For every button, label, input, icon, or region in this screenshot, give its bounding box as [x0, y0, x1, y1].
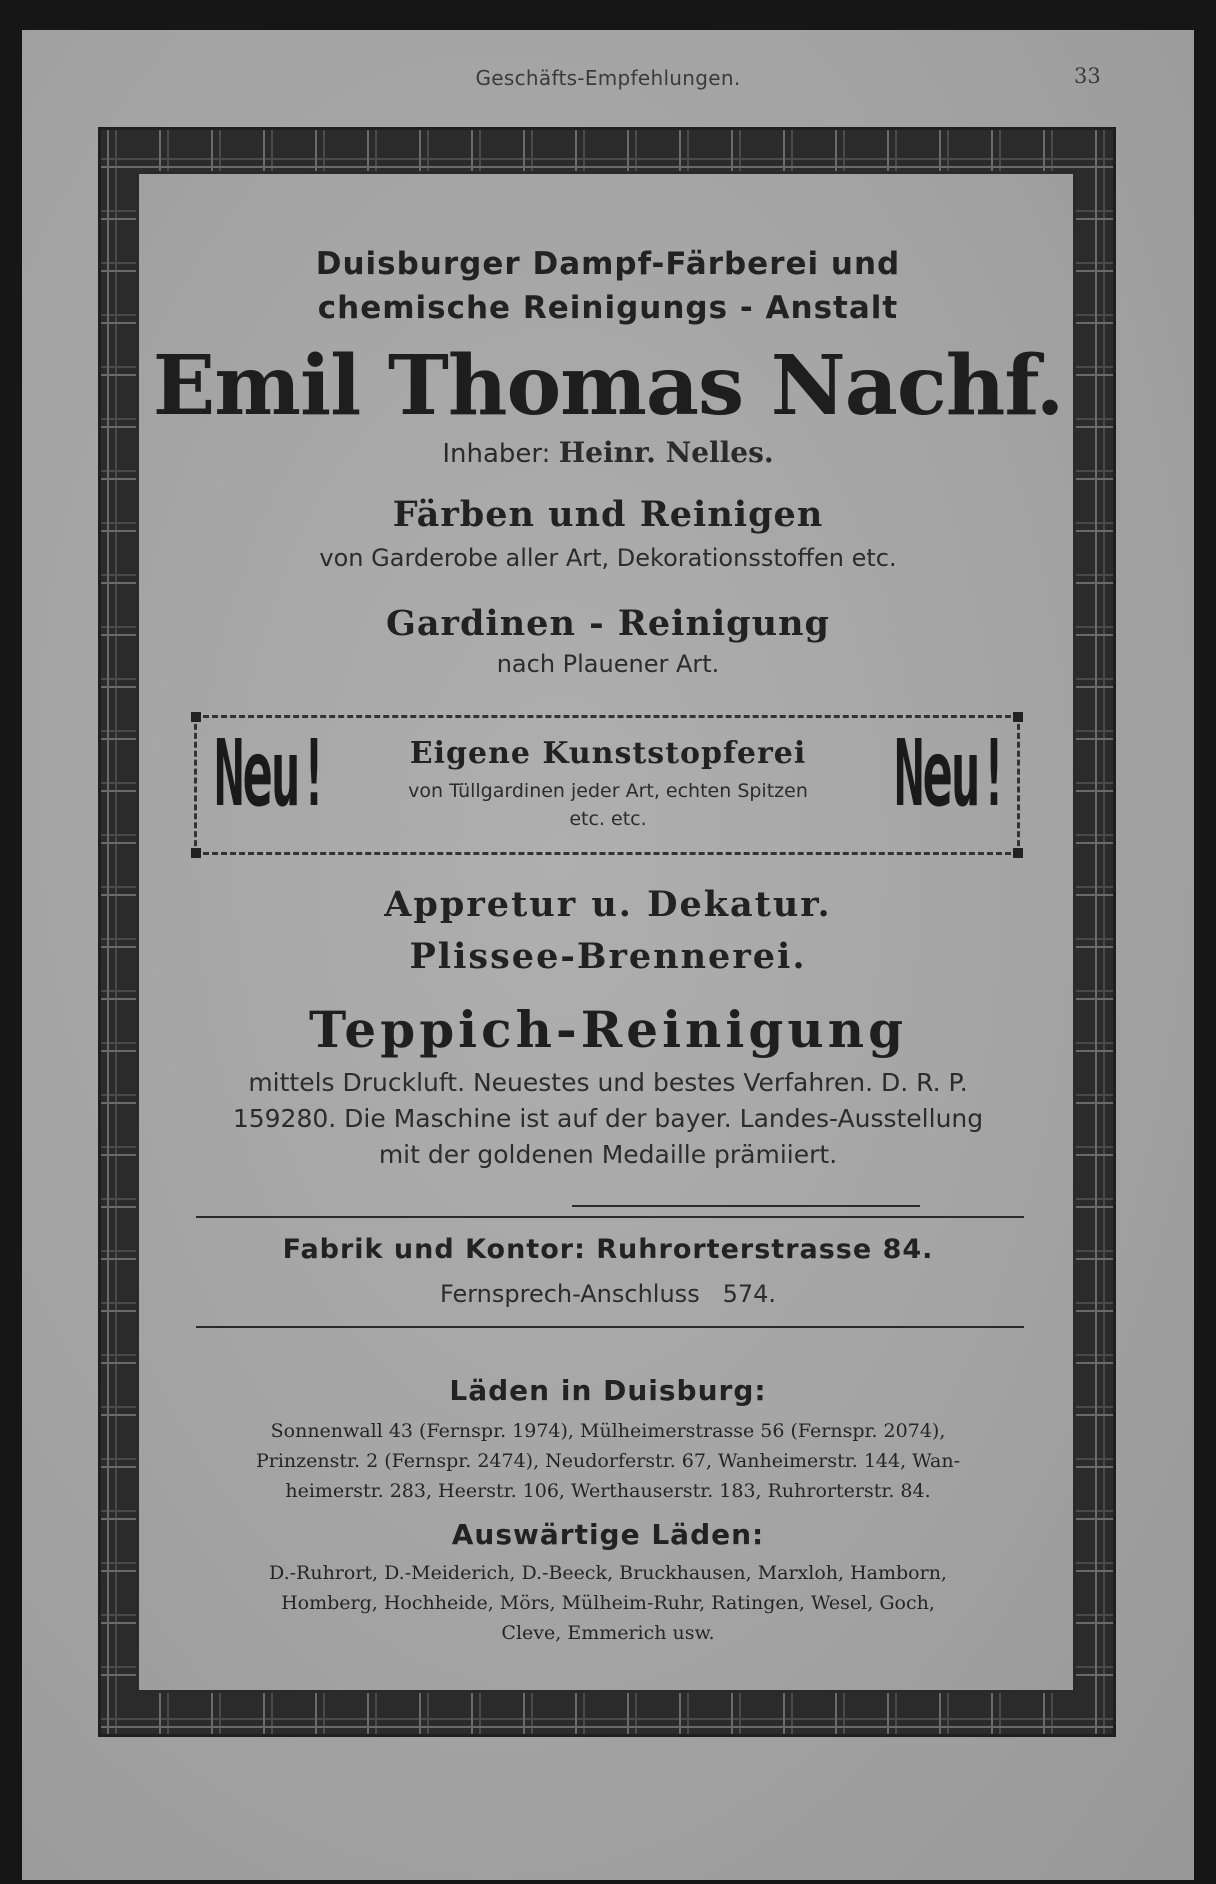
- service-carpet-line-1: mittels Druckluft. Neuestes und bestes Verfahren. D. R. P.: [248, 1068, 968, 1097]
- phone-line: Fernsprech-Anschluss 574.: [439, 1280, 777, 1308]
- owner-label: Inhaber:: [442, 439, 551, 469]
- shops-title: Läden in Duisburg:: [449, 1374, 767, 1407]
- service-dyeing-desc: von Garderobe aller Art, Dekorationsstoffen etc.: [319, 544, 897, 572]
- factory-address: Fabrik und Kontor: Ruhrorterstrasse 84.: [282, 1234, 934, 1265]
- service-carpet-title: Teppich-Reinigung: [308, 1000, 908, 1059]
- divider-short: [572, 1205, 920, 1207]
- box-line-2: etc. etc.: [569, 808, 647, 830]
- company-line-1: Duisburger Dampf-Färberei und: [315, 246, 901, 282]
- owner-line: [0, 436, 1216, 469]
- shops-line-3: heimerstr. 283, Heerstr. 106, Werthauserstr. 183, Ruhrorterstr. 84.: [285, 1480, 931, 1502]
- page-number: 33: [1074, 64, 1101, 88]
- company-line-2: chemische Reinigungs - Anstalt: [317, 290, 899, 326]
- shops-line-2: Prinzenstr. 2 (Fernspr. 2474), Neudorferstr. 67, Wanheimerstr. 144, Wan-: [255, 1450, 961, 1472]
- company-name: Emil Thomas Nachf.: [152, 338, 1064, 434]
- service-curtains-title: Gardinen - Reinigung: [385, 603, 831, 644]
- outside-shops-title: Auswärtige Läden:: [451, 1518, 765, 1551]
- service-carpet-line-3: mit der goldenen Medaille prämiiert.: [378, 1140, 838, 1169]
- divider-long-bottom: [196, 1326, 1024, 1328]
- neu-left-badge: Neu!: [214, 720, 328, 827]
- box-line-1: von Tüllgardinen jeder Art, echten Spitzen: [408, 780, 808, 802]
- owner-name: Heinr. Nelles.: [558, 436, 774, 469]
- divider-long-top: [196, 1216, 1024, 1218]
- running-title: Geschäfts-Empfehlungen.: [475, 66, 741, 90]
- neu-right-badge: Neu!: [894, 720, 1008, 827]
- outside-shops-line-1: D.-Ruhrort, D.-Meiderich, D.-Beeck, Bruckhausen, Marxloh, Hamborn,: [269, 1562, 947, 1584]
- service-curtains-desc: nach Plauener Art.: [496, 650, 720, 678]
- service-dyeing-title: Färben und Reinigen: [392, 494, 824, 535]
- service-carpet-line-2: 159280. Die Maschine ist auf der bayer. Landes-Ausstellung: [232, 1104, 984, 1133]
- outside-shops-line-3: Cleve, Emmerich usw.: [501, 1622, 715, 1644]
- box-title: Eigene Kunststopferei: [409, 736, 807, 771]
- service-pleating: Plissee-Brennerei.: [409, 936, 807, 977]
- outside-shops-line-2: Homberg, Hochheide, Mörs, Mülheim-Ruhr, Ratingen, Wesel, Goch,: [281, 1592, 935, 1614]
- service-finishing: Appretur u. Dekatur.: [384, 884, 832, 925]
- shops-line-1: Sonnenwall 43 (Fernspr. 1974), Mülheimerstrasse 56 (Fernspr. 2074),: [270, 1420, 946, 1442]
